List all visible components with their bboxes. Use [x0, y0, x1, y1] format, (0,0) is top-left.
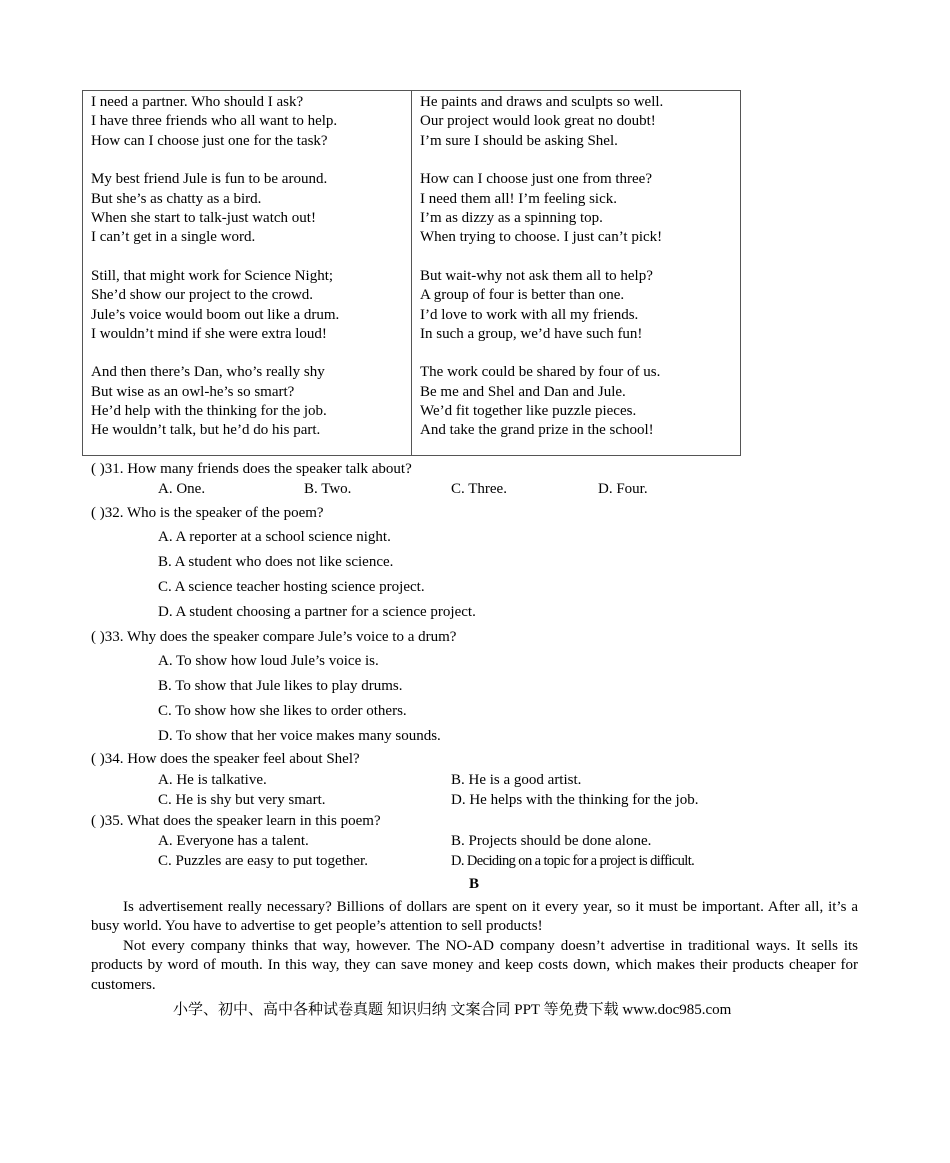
- q35-option-c: C. Puzzles are easy to put together.: [158, 853, 368, 869]
- section-b-paragraph-2: Not every company thinks that way, however. The NO-AD company doesn’t advertise in traditional ways. It sells its products by word of mouth. In this way, they can save money and keep costs down, which makes their products cheaper for customers.: [91, 938, 858, 993]
- poem-line: Still, that might work for Science Night;: [91, 267, 334, 284]
- stanza: [91, 170, 403, 248]
- q34-option-d: D. He helps with the thinking for the job.: [451, 792, 699, 808]
- q34-option-a: A. He is talkative.: [158, 772, 267, 788]
- page-footer: 小学、初中、高中各种试卷真题 知识归纳 文案合同 PPT 等免费下载 www.doc985.com: [173, 1002, 732, 1018]
- q31-option-a: A. One.: [158, 481, 206, 497]
- question-31-stem: ( )31. How many friends does the speaker talk about?: [91, 461, 412, 477]
- stanza: [91, 267, 403, 345]
- poem-line: In such a group, we’d have such fun!: [420, 325, 643, 342]
- stanza: [91, 363, 403, 441]
- q31-option-c: C. Three.: [451, 481, 507, 497]
- q34-option-c: C. He is shy but very smart.: [158, 792, 326, 808]
- section-b-paragraph-1: Is advertisement really necessary? Billions of dollars are spent on it every year, so it must be important. After all, it’s a busy world. You have to advertise to get people’s attention to sell products!: [91, 899, 858, 935]
- q33-option-d: D. To show that her voice makes many sounds.: [158, 728, 441, 744]
- question-35-stem: ( )35. What does the speaker learn in this poem?: [91, 813, 381, 829]
- poem-right-column: [412, 91, 740, 455]
- poem-line: But she’s as chatty as a bird.: [91, 190, 262, 207]
- stanza: [420, 363, 732, 441]
- q32-option-c: C. A science teacher hosting science project.: [158, 579, 425, 595]
- poem-left-column: [83, 91, 412, 455]
- stanza: [420, 267, 732, 345]
- poem-line: I’m as dizzy as a spinning top.: [420, 209, 603, 226]
- question-34-stem: ( )34. How does the speaker feel about Shel?: [91, 751, 360, 767]
- stanza: [420, 93, 732, 151]
- poem-line: A group of four is better than one.: [420, 287, 625, 304]
- poem-line: I need them all! I’m feeling sick.: [420, 190, 618, 207]
- poem-line: He’d help with the thinking for the job.: [91, 403, 327, 420]
- stanza: [420, 170, 732, 248]
- poem-line: I wouldn’t mind if she were extra loud!: [91, 325, 327, 342]
- poem-line: And then there’s Dan, who’s really shy: [91, 364, 325, 381]
- poem-line: How can I choose just one from three?: [420, 171, 653, 188]
- poem-line: But wait-why not ask them all to help?: [420, 267, 653, 284]
- poem-line: Jule’s voice would boom out like a drum.: [91, 306, 340, 323]
- poem-line: I can’t get in a single word.: [91, 229, 256, 246]
- q32-option-d: D. A student choosing a partner for a science project.: [158, 604, 476, 620]
- poem-line: When she start to talk-just watch out!: [91, 209, 316, 226]
- poem-line: But wise as an owl-he’s so smart?: [91, 383, 295, 400]
- section-b-heading: B: [469, 876, 480, 892]
- q35-option-b: B. Projects should be done alone.: [451, 833, 652, 849]
- poem-line: I need a partner. Who should I ask?: [91, 94, 304, 110]
- q32-option-b: B. A student who does not like science.: [158, 554, 394, 570]
- q32-option-a: A. A reporter at a school science night.: [158, 529, 391, 545]
- stanza: [91, 93, 403, 151]
- q35-option-d: D. Deciding on a topic for a project is difficult.: [451, 853, 695, 869]
- question-32-stem: ( )32. Who is the speaker of the poem?: [91, 505, 324, 521]
- poem-line: I’m sure I should be asking Shel.: [420, 132, 618, 149]
- q33-option-b: B. To show that Jule likes to play drums.: [158, 678, 403, 694]
- poem-line: He paints and draws and sculpts so well.: [420, 94, 664, 110]
- poem-line: The work could be shared by four of us.: [420, 364, 661, 381]
- q35-option-a: A. Everyone has a talent.: [158, 833, 309, 849]
- poem-table: [82, 90, 741, 456]
- poem-line: She’d show our project to the crowd.: [91, 287, 314, 304]
- poem-line: When trying to choose. I just can’t pick!: [420, 229, 663, 246]
- q33-option-c: C. To show how she likes to order others.: [158, 703, 407, 719]
- question-33-stem: ( )33. Why does the speaker compare Jule’s voice to a drum?: [91, 629, 457, 645]
- q31-option-b: B. Two.: [304, 481, 352, 497]
- q34-option-b: B. He is a good artist.: [451, 772, 582, 788]
- poem-line: How can I choose just one for the task?: [91, 132, 328, 149]
- poem-line: Our project would look great no doubt!: [420, 113, 656, 130]
- poem-line: I’d love to work with all my friends.: [420, 306, 639, 323]
- q33-option-a: A. To show how loud Jule’s voice is.: [158, 653, 379, 669]
- poem-line: I have three friends who all want to help.: [91, 113, 338, 130]
- poem-line: He wouldn’t talk, but he’d do his part.: [91, 422, 321, 439]
- poem-line: And take the grand prize in the school!: [420, 422, 654, 439]
- q31-option-d: D. Four.: [598, 481, 648, 497]
- poem-line: Be me and Shel and Dan and Jule.: [420, 383, 626, 400]
- poem-line: My best friend Jule is fun to be around.: [91, 171, 328, 188]
- poem-line: We’d fit together like puzzle pieces.: [420, 403, 637, 420]
